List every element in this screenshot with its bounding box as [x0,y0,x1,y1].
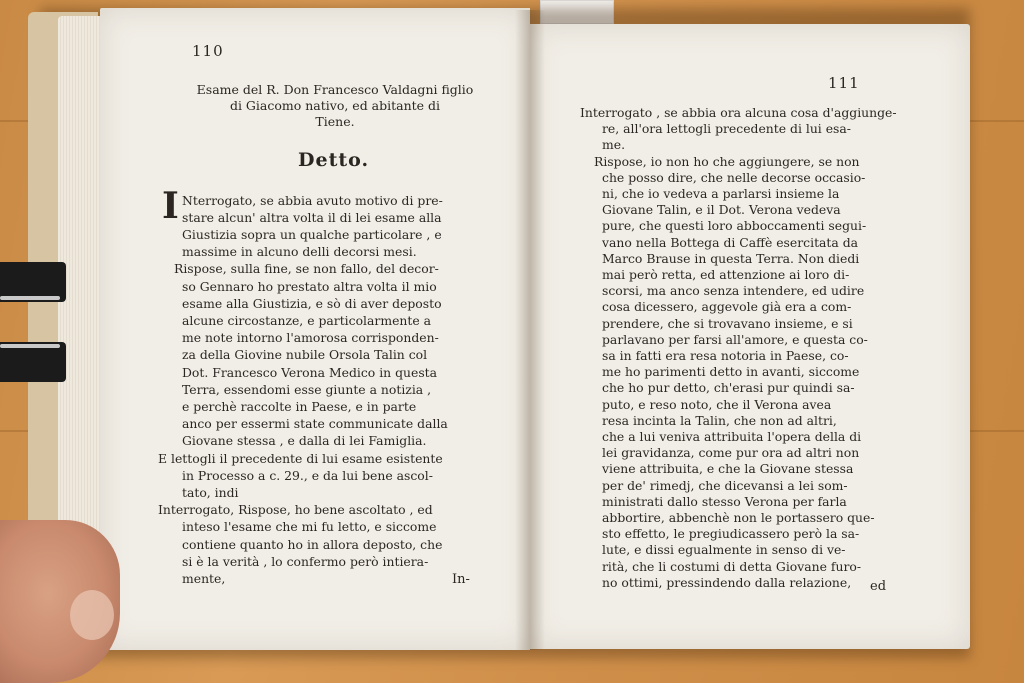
body-line: me. [602,137,626,153]
body-line: rità, che li costumi di detta Giovane furo- [602,558,862,574]
body-line: E lettogli il precedente di lui esame esistente [158,450,443,466]
body-line: che posso dire, che nelle decorse occasio- [602,169,866,185]
heading-line: Tiene. [315,114,355,129]
body-line: Rispose, io non ho che aggiungere, se non [594,153,860,169]
body-line: no ottimi, pressindendo dalla relazione, [602,574,852,590]
catchword: ed [870,579,887,594]
body-line: vano nella Bottega di Caffè esercitata da [602,234,859,250]
body-line: Nterrogato, se abbia avuto motivo di pre- [182,193,443,208]
body-line: viene attribuita, e che la Giovane stessa [602,461,854,477]
body-line: abbortire, abbenchè non le portassero que- [602,510,875,525]
section-title: Detto. [298,149,370,171]
body-line: Giovane stessa , e dalla di lei Famiglia. [182,433,427,449]
body-line: scorsi, ma anco senza intendere, ed udire [602,283,865,299]
catchword: In- [452,572,470,587]
body-line: so Gennaro ho prestato altra volta il mio [182,278,437,294]
body-line: ni, che io vedeva a parlarsi insieme la [602,186,840,201]
body-line: sa in fatti era resa notoria in Paese, co- [602,348,849,363]
heading-line: di Giacomo nativo, ed abitante di [229,98,441,113]
body-line: Rispose, sulla fine, se non fallo, del decor- [174,261,439,277]
body-line: Interrogato, Rispose, ho bene ascoltato , ed [158,502,433,518]
body-line: Giustizia sopra un qualche particolare , e [182,227,442,242]
body-line: za della Giovine nubile Orsola Talin col [182,347,428,363]
body-line: me note intorno l'amorosa corrisponden- [182,330,439,346]
body-line: per de' rimedj, che dicevansi a lei som- [602,477,848,493]
body-line: re, all'ora lettogli precedente di lui esa- [602,121,851,137]
body-line: parlavano per farsi all'amore, e questa co- [602,331,868,347]
drop-cap: I [162,185,179,227]
body-line: contiene quanto ho in allora deposto, che [182,536,443,552]
body-line: Giovane Talin, e il Dot. Verona vedeva [602,202,841,218]
body-line: alcune circostanze, e particolarmente a [182,313,432,328]
body-line: e perchè raccolte in Paese, e in parte [182,399,417,414]
body-line: tato, indi [182,485,239,500]
body-line: anco per essermi state communicate dalla [182,416,448,432]
body-line: resa incinta la Talin, che non ad altri, [602,412,837,428]
page-number: 111 [828,74,860,92]
body-line: che ho pur detto, ch'erasi pur quindi sa- [602,380,855,396]
body-line: Terra, essendomi esse giunte a notizia , [182,381,432,397]
thumbnail [70,590,114,640]
body-line: mai però retta, ed attenzione ai loro di- [602,267,850,282]
body-line: Interrogato , se abbia ora alcuna cosa d'aggiunge- [580,105,897,120]
body-line: Marco Brause in questa Terra. Non diedi [602,250,860,266]
body-line: massime in alcuno delli decorsi mesi. [182,244,417,260]
body-line: prendere, che si trovavano insieme, e si [602,315,853,331]
body-line: si è la verità , lo confermo però intiera- [182,553,429,569]
body-line: esame alla Giustizia, e sò di aver deposto [182,295,442,311]
right-page [530,24,970,649]
body-line: in Processo a c. 29., e da lui bene ascol- [182,467,433,483]
body-line: ministrati dallo stesso Verona per farla [602,493,847,509]
body-line: pure, che questi loro abboccamenti segui- [602,218,867,234]
body-line: puto, e reso noto, che il Verona avea [602,396,832,412]
page-number: 110 [192,42,224,60]
body-line: sto effetto, le pregiudicassero però la sa- [602,526,860,542]
body-line: lei gravidanza, come pur ora ad altri non [602,445,860,461]
heading-line: Esame del R. Don Francesco Valdagni figlio [196,82,474,97]
body-line: stare alcun' altra volta il di lei esame alla [182,210,442,225]
body-line: mente, [182,571,226,586]
book-gutter [515,10,545,650]
body-line: cosa dicessero, aggevole già era a com- [602,299,852,315]
body-line: Dot. Francesco Verona Medico in questa [182,364,438,380]
left-page [100,8,530,650]
body-line: lute, e dissi egualmente in senso di ve- [602,542,846,558]
body-line: che a lui veniva attribuita l'opera della di [602,429,862,444]
body-line: me ho parimenti detto in avanti, siccome [602,364,860,380]
binder-clip [0,262,66,382]
body-line: inteso l'esame che mi fu letto, e siccome [182,519,437,535]
